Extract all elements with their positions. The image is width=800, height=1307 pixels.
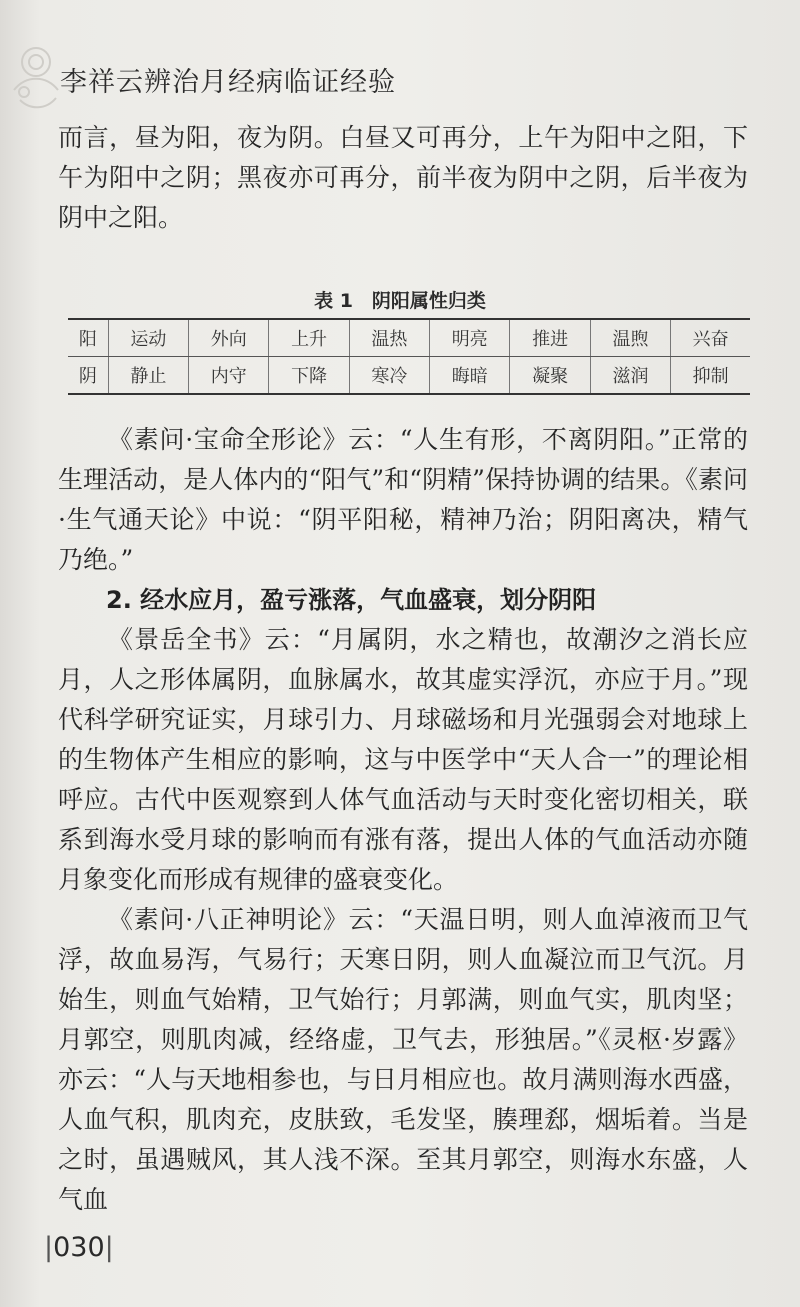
page-number: [44, 1232, 114, 1263]
table-cell: 温热: [349, 319, 429, 357]
paragraph-suwen-bazheng: 《素问·八正神明论》云：“天温日明，则人血淖液而卫气浮，故血易泻，气易行；天寒日阴，则人血凝泣而卫气沉。月始生，则血气始精，卫气始行；月郭满，则血气实，肌肉坚；月郭空，则肌肉减，经络虚，卫气去，形独居。”《灵枢·岁露》亦云：“人与天地相参也，与日月相应也。故月满则海水西盛，人血气积，肌肉充，皮肤致，毛发坚，腠理郄，烟垢着。当是之时，虽遇贼风，其人浅不深。至其月郭空，则海水东盛，人气血: [58, 905, 748, 1214]
table-cell: 抑制: [671, 357, 750, 395]
table-cell: 阳: [68, 319, 108, 357]
table-cell: 静止: [108, 357, 188, 395]
main-text: [58, 420, 748, 1220]
table-cell: 晦暗: [430, 357, 510, 395]
table-cell: 温煦: [590, 319, 670, 357]
table-row-yang: [68, 319, 750, 357]
floral-ornament-icon: [6, 40, 66, 120]
table-cell: 滋润: [590, 357, 670, 395]
paragraph-day-night: 而言，昼为阳，夜为阴。白昼又可再分，上午为阳中之阳，下午为阳中之阴；黑夜亦可再分，前半夜为阴中之阴，后半夜为阴中之阳。: [58, 123, 748, 232]
folio-bar-right: |: [104, 1232, 114, 1263]
table-cell: 内守: [189, 357, 269, 395]
table-cell: 下降: [269, 357, 349, 395]
section-heading: 2. 经水应月，盈亏涨落，气血盛衰，划分阴阳: [106, 586, 597, 614]
yin-yang-table: [68, 318, 750, 395]
paragraph-suwen-baoming: 《素问·宝命全形论》云：“人生有形，不离阴阳。”正常的生理活动，是人体内的“阳气”和“阴精”保持协调的结果。《素问·生气通天论》中说：“阴平阳秘，精神乃治；阴阳离决，精气乃绝。”: [58, 425, 748, 574]
table-cell: 阴: [68, 357, 108, 395]
table-cell: 明亮: [430, 319, 510, 357]
running-header: 李祥云辨治月经病临证经验: [60, 67, 396, 98]
table-cell: 运动: [108, 319, 188, 357]
table-cell: 外向: [189, 319, 269, 357]
intro-text: [58, 118, 748, 238]
table-cell: 推进: [510, 319, 590, 357]
table-cell: 兴奋: [671, 319, 750, 357]
paragraph-jingyue: 《景岳全书》云：“月属阴，水之精也，故潮汐之消长应月，人之形体属阴，血脉属水，故其虚实浮沉，亦应于月。”现代科学研究证实，月球引力、月球磁场和月光强弱会对地球上的生物体产生相应的影响，这与中医学中“天人合一”的理论相呼应。古代中医观察到人体气血活动与天时变化密切相关，联系到海水受月球的影响而有涨有落，提出人体的气血活动亦随月象变化而形成有规律的盛衰变化。: [58, 625, 748, 894]
table-cell: 上升: [269, 319, 349, 357]
table-row-yin: [68, 357, 750, 395]
table-caption: 表 1 阴阳属性归类: [314, 290, 486, 312]
table-cell: 寒冷: [349, 357, 429, 395]
page-number-text: 030: [53, 1232, 105, 1263]
table-cell: 凝聚: [510, 357, 590, 395]
folio-bar-left: |: [44, 1232, 54, 1263]
